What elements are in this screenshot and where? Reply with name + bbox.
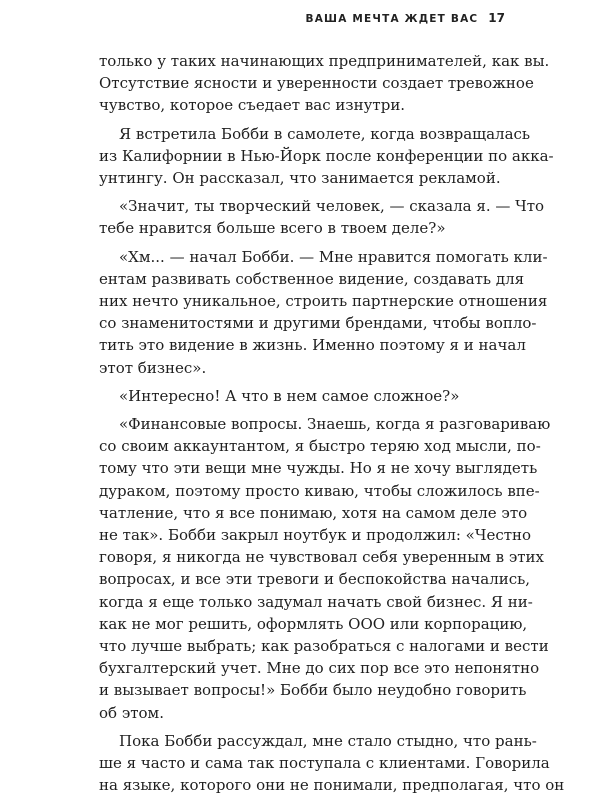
paragraph (99, 246, 548, 379)
paragraph (99, 50, 550, 117)
text-line: со знаменитостями и другими брендами, чтобы вопло- (99, 314, 537, 333)
text-line: со своим аккаунтантом, я быстро теряю ход мысли, по- (99, 437, 541, 456)
page-number: 17 (488, 11, 505, 25)
running-title: ВАША МЕЧТА ЖДЕТ ВАС (305, 13, 479, 25)
text-line: «Интересно! А что в нем самое сложное?» (119, 386, 460, 405)
text-line: на языке, которого они не понимали, предполагая, что он (99, 776, 565, 795)
text-line: из Калифорнии в Нью-Йорк после конференции по акка- (99, 146, 554, 165)
text-line: дураком, поэтому просто киваю, чтобы сложилось впе- (99, 481, 540, 500)
text-line: говоря, я никогда не чувствовал себя уверенным в этих (99, 548, 544, 567)
text-line: «Хм... — начал Бобби. — Мне нравится помогать кли- (119, 247, 548, 266)
text-line: тому что эти вещи мне чужды. Но я не хочу выглядеть (99, 459, 538, 478)
text-line: как не мог решить, оформлять ООО или корпорацию, (99, 614, 528, 633)
text-line: об этом. (99, 703, 164, 722)
text-line: «Значит, ты творческий человек, — сказала я. — Что (119, 197, 545, 216)
paragraph (99, 413, 551, 724)
paragraph (99, 385, 499, 407)
body-text (99, 50, 565, 797)
paragraph (99, 195, 545, 239)
text-line: Пока Бобби рассуждал, мне стало стыдно, что рань- (119, 731, 537, 750)
text-line: Я встретила Бобби в самолете, когда возвращалась (119, 124, 531, 143)
text-line: не так». Бобби закрыл ноутбук и продолжил: «Честно (99, 526, 532, 545)
text-line: чувство, которое съедает вас изнутри. (99, 96, 406, 115)
text-line: когда я еще только задумал начать свой бизнес. Я ни- (99, 592, 533, 611)
text-line: только у таких начинающих предпринимателей, как вы. (99, 52, 550, 70)
text-line: унтингу. Он рассказал, что занимается рекламой. (99, 169, 501, 188)
paragraph (99, 730, 565, 797)
text-line: них нечто уникальное, строить партнерские отношения (99, 292, 548, 311)
text-line: что лучше выбрать; как разобраться с налогами и вести (99, 637, 549, 656)
text-line: ентам развивать собственное видение, создавать для (99, 269, 525, 288)
running-head (306, 11, 505, 25)
text-line: тебе нравится больше всего в твоем деле?» (99, 219, 446, 238)
text-line: ше я часто и сама так поступала с клиентами. Говорила (99, 754, 550, 773)
text-line: чатление, что я все понимаю, хотя на самом деле это (99, 503, 528, 522)
text-line: тить это видение в жизнь. Именно поэтому я и начал (99, 336, 526, 355)
text-line: этот бизнес». (99, 358, 207, 377)
text-line: Отсутствие ясности и уверенности создает тревожное (99, 74, 534, 93)
text-line: «Финансовые вопросы. Знаешь, когда я разговариваю (119, 415, 551, 434)
text-line: и вызывает вопросы!» Бобби было неудобно говорить (99, 681, 527, 700)
paragraph (99, 123, 554, 190)
text-line: бухгалтерский учет. Мне до сих пор все это непонятно (99, 659, 540, 678)
text-line: вопросах, и все эти тревоги и беспокойства начались, (99, 570, 531, 589)
